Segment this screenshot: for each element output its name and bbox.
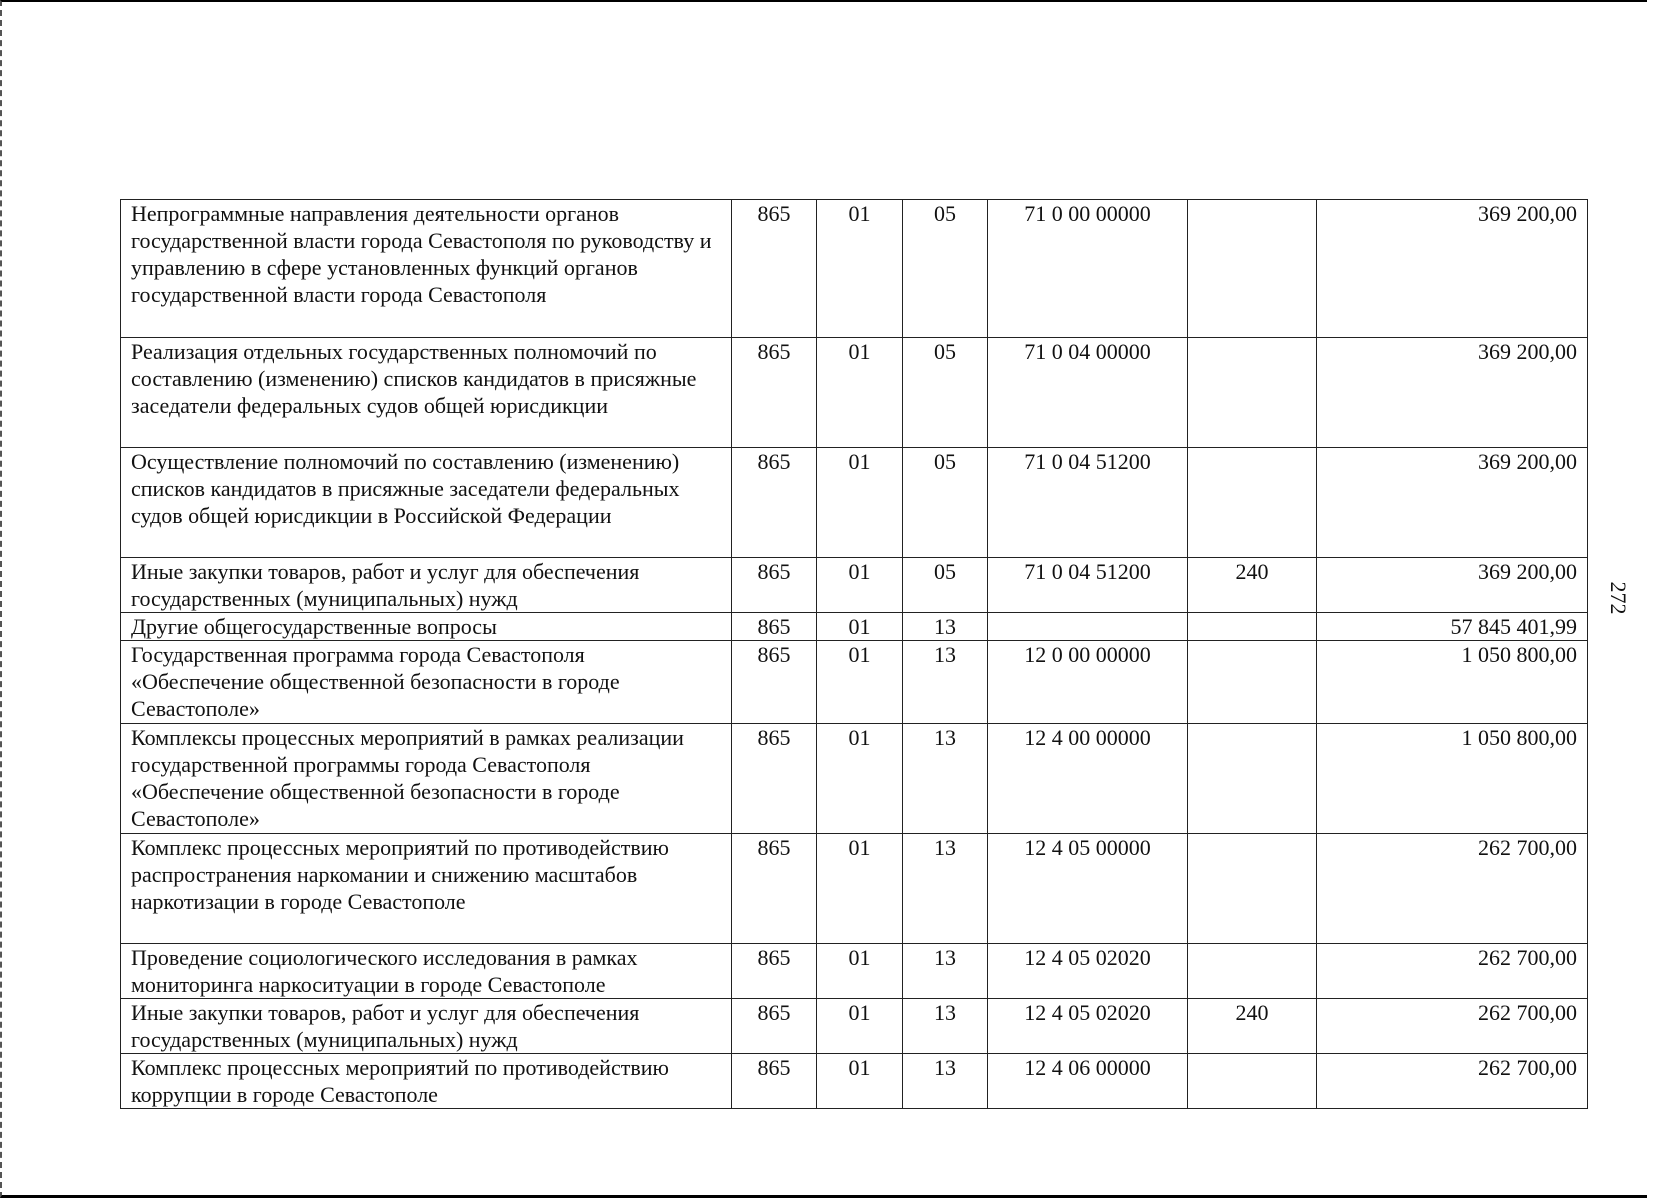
target-article-code: 71 0 00 00000 [988, 200, 1188, 338]
expense-type-code: 240 [1188, 999, 1317, 1054]
amount: 1 050 800,00 [1317, 724, 1588, 834]
table-row [121, 613, 1588, 641]
subsection-code: 13 [903, 613, 988, 641]
subsection-code: 13 [903, 724, 988, 834]
expense-type-code [1188, 613, 1317, 641]
subsection-code: 05 [903, 200, 988, 338]
target-article-code: 12 4 00 00000 [988, 724, 1188, 834]
section-code: 01 [817, 944, 903, 999]
ministry-code: 865 [732, 724, 817, 834]
amount: 369 200,00 [1317, 558, 1588, 613]
section-code: 01 [817, 999, 903, 1054]
table-row [121, 641, 1588, 724]
amount: 369 200,00 [1317, 338, 1588, 448]
item-name: Проведение социологического исследования в рамках мониторинга наркоситуации в городе Севастополе [121, 944, 732, 999]
amount: 57 845 401,99 [1317, 613, 1588, 641]
ministry-code: 865 [732, 834, 817, 944]
section-code: 01 [817, 338, 903, 448]
table-row [121, 338, 1588, 448]
table-row [121, 200, 1588, 338]
expense-type-code [1188, 944, 1317, 999]
table-row [121, 724, 1588, 834]
item-name: Осуществление полномочий по составлению (изменению) списков кандидатов в присяжные заседатели федеральных судов общей юрисдикции в Российской Федерации [121, 448, 732, 558]
table-row [121, 1054, 1588, 1109]
item-name: Комплекс процессных мероприятий по противодействию коррупции в городе Севастополе [121, 1054, 732, 1109]
subsection-code: 13 [903, 999, 988, 1054]
amount: 262 700,00 [1317, 999, 1588, 1054]
expense-type-code [1188, 338, 1317, 448]
target-article-code: 12 4 05 02020 [988, 944, 1188, 999]
amount: 262 700,00 [1317, 944, 1588, 999]
ministry-code: 865 [732, 613, 817, 641]
item-name: Комплексы процессных мероприятий в рамках реализации государственной программы города Севастополя «Обеспечение общественной безопасности в городе Севастополе» [121, 724, 732, 834]
amount: 1 050 800,00 [1317, 641, 1588, 724]
item-name: Иные закупки товаров, работ и услуг для обеспечения государственных (муниципальных) нужд [121, 558, 732, 613]
table-row [121, 944, 1588, 999]
ministry-code: 865 [732, 448, 817, 558]
amount: 369 200,00 [1317, 448, 1588, 558]
budget-table-body [121, 200, 1588, 1109]
section-code: 01 [817, 834, 903, 944]
target-article-code: 71 0 04 51200 [988, 558, 1188, 613]
section-code: 01 [817, 1054, 903, 1109]
target-article-code: 71 0 04 51200 [988, 448, 1188, 558]
subsection-code: 13 [903, 1054, 988, 1109]
amount: 262 700,00 [1317, 834, 1588, 944]
item-name: Непрограммные направления деятельности органов государственной власти города Севастополя по руководству и управлению в сфере установленных функций органов государственной власти города Севастополя [121, 200, 732, 338]
amount: 262 700,00 [1317, 1054, 1588, 1109]
expense-type-code [1188, 724, 1317, 834]
page-number: 272 [1606, 581, 1631, 615]
section-code: 01 [817, 448, 903, 558]
table-row [121, 448, 1588, 558]
ministry-code: 865 [732, 944, 817, 999]
expense-type-code [1188, 448, 1317, 558]
item-name: Другие общегосударственные вопросы [121, 613, 732, 641]
item-name: Государственная программа города Севастополя «Обеспечение общественной безопасности в городе Севастополе» [121, 641, 732, 724]
section-code: 01 [817, 641, 903, 724]
target-article-code: 12 4 05 02020 [988, 999, 1188, 1054]
section-code: 01 [817, 613, 903, 641]
budget-table [120, 199, 1588, 1109]
subsection-code: 05 [903, 558, 988, 613]
ministry-code: 865 [732, 558, 817, 613]
expense-type-code [1188, 834, 1317, 944]
target-article-code: 12 4 05 00000 [988, 834, 1188, 944]
subsection-code: 05 [903, 448, 988, 558]
expense-type-code [1188, 1054, 1317, 1109]
section-code: 01 [817, 724, 903, 834]
table-row [121, 834, 1588, 944]
subsection-code: 13 [903, 834, 988, 944]
target-article-code [988, 613, 1188, 641]
table-row [121, 999, 1588, 1054]
target-article-code: 12 4 06 00000 [988, 1054, 1188, 1109]
expense-type-code [1188, 200, 1317, 338]
target-article-code: 12 0 00 00000 [988, 641, 1188, 724]
item-name: Комплекс процессных мероприятий по противодействию распространения наркомании и снижению масштабов наркотизации в городе Севастополе [121, 834, 732, 944]
amount: 369 200,00 [1317, 200, 1588, 338]
ministry-code: 865 [732, 641, 817, 724]
item-name: Иные закупки товаров, работ и услуг для обеспечения государственных (муниципальных) нужд [121, 999, 732, 1054]
expense-type-code: 240 [1188, 558, 1317, 613]
ministry-code: 865 [732, 1054, 817, 1109]
ministry-code: 865 [732, 999, 817, 1054]
subsection-code: 05 [903, 338, 988, 448]
ministry-code: 865 [732, 338, 817, 448]
target-article-code: 71 0 04 00000 [988, 338, 1188, 448]
section-code: 01 [817, 200, 903, 338]
expense-type-code [1188, 641, 1317, 724]
section-code: 01 [817, 558, 903, 613]
ministry-code: 865 [732, 200, 817, 338]
item-name: Реализация отдельных государственных полномочий по составлению (изменению) списков кандидатов в присяжные заседатели федеральных судов общей юрисдикции [121, 338, 732, 448]
table-row [121, 558, 1588, 613]
subsection-code: 13 [903, 641, 988, 724]
subsection-code: 13 [903, 944, 988, 999]
